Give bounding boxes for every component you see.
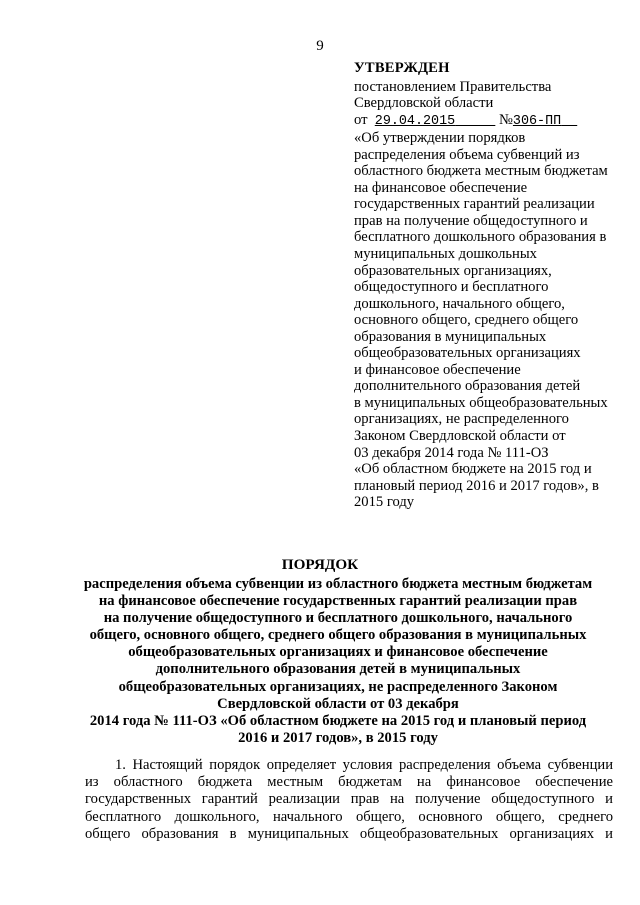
approval-line: прав на получение общедоступного и bbox=[354, 212, 588, 229]
approval-line: Законом Свердловской области от bbox=[354, 428, 566, 445]
approval-line: и финансовое обеспечение bbox=[354, 361, 521, 378]
subtitle-line: общеобразовательных организациях, не распределенного Законом bbox=[118, 678, 558, 695]
approval-line: муниципальных дошкольных bbox=[354, 246, 537, 263]
approval-line: организациях, не распределенного bbox=[354, 411, 569, 428]
document-title: ПОРЯДОК bbox=[281, 556, 359, 573]
paragraph-1 bbox=[85, 757, 613, 843]
approval-line: в муниципальных общеобразовательных bbox=[354, 394, 608, 411]
subtitle-line: дополнительного образования детей в муниципальных bbox=[155, 661, 521, 678]
subtitle-line: на получение общедоступного и бесплатного дошкольного, начального bbox=[103, 610, 573, 627]
approval-line: плановый период 2016 и 2017 годов», в bbox=[354, 477, 599, 494]
approval-heading: УТВЕРЖДЕН bbox=[354, 60, 450, 76]
paragraph-line: 1. Настоящий порядок определяет условия распределения объема субвенции bbox=[115, 757, 613, 773]
paragraph-line: из областного бюджета местным бюджетам на финансовое обеспечение bbox=[85, 774, 613, 791]
approval-line: 03 декабря 2014 года № 111-ОЗ bbox=[354, 444, 549, 461]
approval-line: распределения объема субвенций из bbox=[354, 146, 580, 163]
subtitle-line: общего, основного общего, среднего общего образования в муниципальных bbox=[89, 627, 587, 644]
approval-line: «Об утверждении порядков bbox=[354, 130, 526, 147]
paragraph-line: государственных гарантий реализации прав на получение общедоступного и bbox=[85, 791, 613, 808]
paragraph-line: бесплатного дошкольного, начального общего, основного общего, среднего bbox=[85, 808, 613, 825]
approval-date: 29.04.2015 bbox=[374, 113, 456, 129]
approval-line: образования в муниципальных bbox=[354, 328, 547, 345]
approval-line: общедоступного и бесплатного bbox=[354, 279, 549, 296]
subtitle-line: общеобразовательных организациях и финансовое обеспечение bbox=[128, 644, 548, 661]
approval-date-line bbox=[354, 112, 629, 131]
approval-region-line: Свердловской области bbox=[354, 95, 494, 112]
approval-line: дошкольного, начального общего, bbox=[354, 295, 565, 312]
approval-line: образовательных организациях, bbox=[354, 262, 552, 279]
approval-line: бесплатного дошкольного образования в bbox=[354, 229, 607, 246]
approval-by-line: постановлением Правительства bbox=[354, 78, 552, 95]
approval-number: 306-ПП bbox=[512, 113, 562, 129]
approval-line: на финансовое обеспечение bbox=[354, 179, 528, 196]
subtitle-line: на финансовое обеспечение государственных гарантий реализации прав bbox=[98, 593, 578, 610]
subtitle-line: Свердловской области от 03 декабря bbox=[217, 695, 459, 712]
approval-resolution-title bbox=[354, 130, 629, 511]
approval-stamp-block bbox=[354, 60, 629, 511]
subtitle-line: распределения объема субвенции из областного бюджета местным бюджетам bbox=[83, 576, 593, 592]
paragraph-line: общего образования в муниципальных общеобразовательных организациях и bbox=[85, 825, 613, 842]
approval-number-sign: № bbox=[498, 111, 513, 128]
subtitle-line: 2014 года № 111-ОЗ «Об областном бюджете на 2015 год и плановый период bbox=[89, 712, 587, 729]
subtitle-line: 2016 и 2017 годов», в 2015 году bbox=[238, 729, 438, 746]
page-number: 9 bbox=[316, 38, 324, 54]
approval-line: государственных гарантий реализации bbox=[354, 196, 595, 213]
approval-line: общеобразовательных организациях bbox=[354, 345, 581, 362]
approval-line: областного бюджета местным бюджетам bbox=[354, 163, 608, 180]
approval-line: «Об областном бюджете на 2015 год и bbox=[354, 461, 592, 478]
document-subtitle bbox=[58, 576, 618, 747]
approval-line: основного общего, среднего общего bbox=[354, 312, 579, 329]
approval-date-prefix: от bbox=[354, 111, 368, 128]
approval-line: 2015 году bbox=[354, 494, 415, 511]
approval-line: дополнительного образования детей bbox=[354, 378, 581, 395]
